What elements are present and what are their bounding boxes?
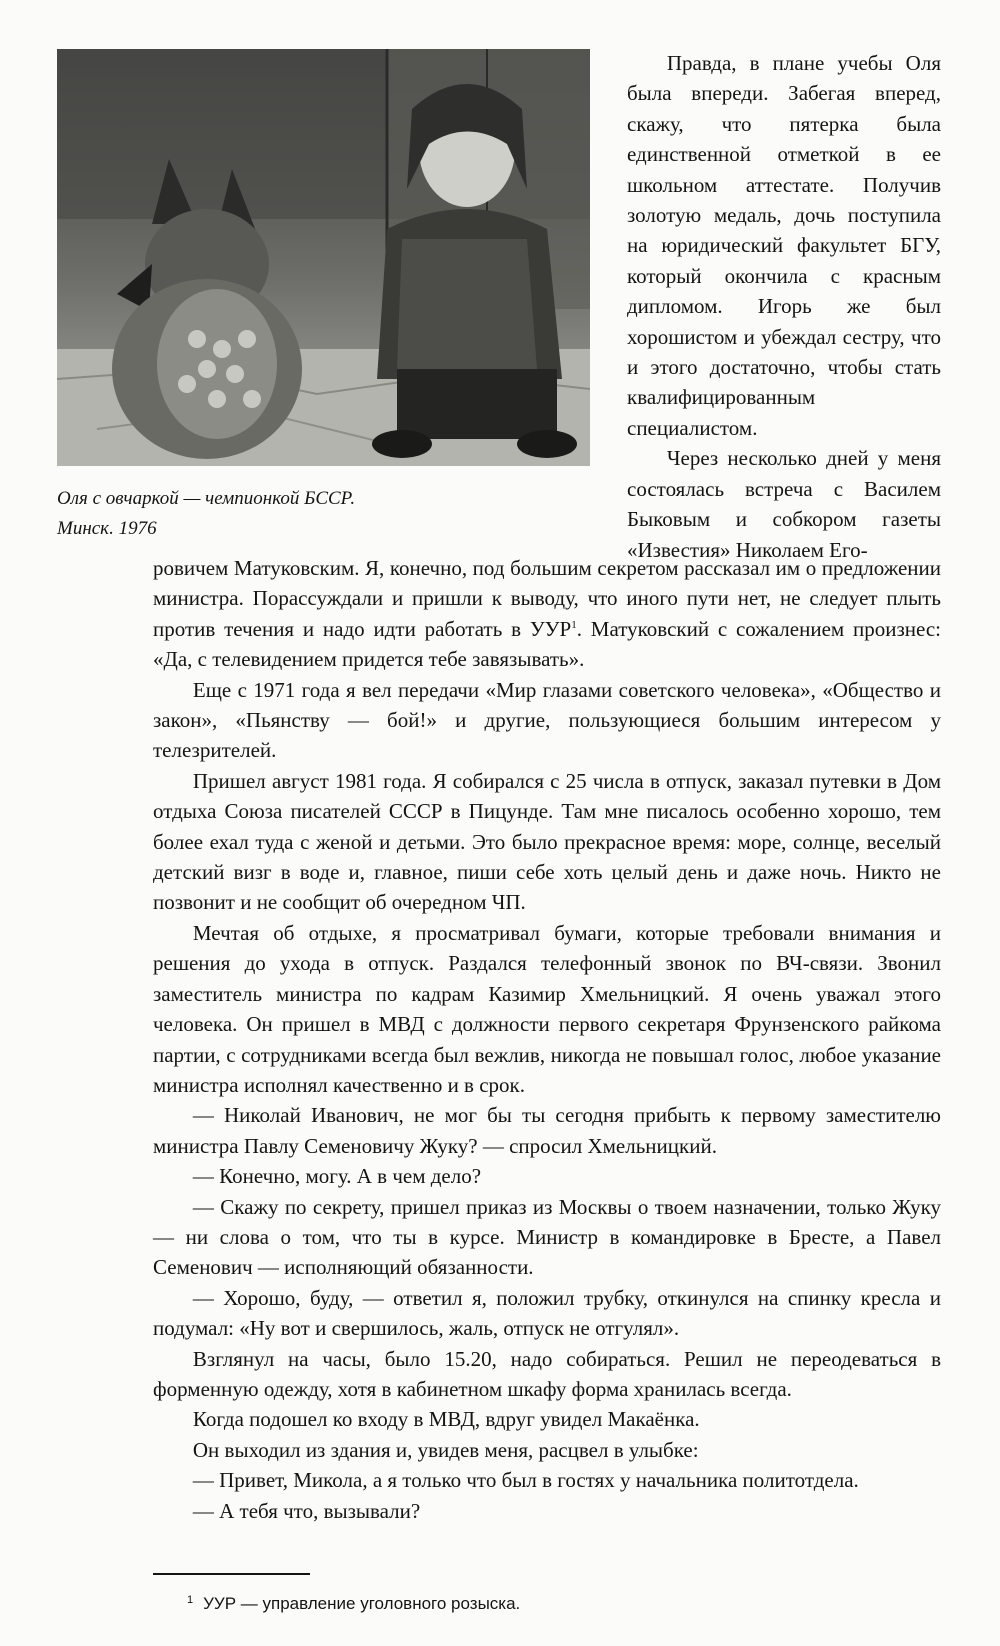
caption-line-1: Оля с овчаркой — чемпионкой БССР. [57, 488, 356, 509]
paragraph: Он выходил из здания и, увидев меня, расцвел в улыбке: [192, 1437, 699, 1462]
footnote-reference: 1 [571, 618, 577, 631]
text-span: . Матуковский с сожалением произнес: «Да, с телевидением придется тебе завязывать». [153, 616, 941, 672]
dialogue-line: — Привет, Микола, а я только что был в гостях у начальника политотдела. [192, 1468, 859, 1493]
text-span: ровичем Матуковским. Я, конечно, под большим секретом рассказал им о предложении министра. Порассуждали и пришли к выводу, что иного пути нет, не следует плыть против течения и надо идти работать в УУР [153, 556, 941, 641]
dialogue-line: — Хорошо, буду, — ответил я, положил трубку, откинулся на спинку кресла и подумал: «Ну вот и свершилось, жаль, отпуск не отгулял». [153, 1285, 941, 1341]
dialogue-line: — Николай Иванович, не мог бы ты сегодня прибыть к первому заместителю министра Павлу Семеновичу Жуку? — спросил Хмельницкий. [153, 1103, 941, 1158]
footnote-rule [153, 1573, 310, 1575]
paragraph: Взглянул на часы, было 15.20, надо собираться. Решил не переодеваться в форменную одежду, хотя в кабинетном шкафу форма хранилась всегда. [153, 1346, 941, 1401]
paragraph: Мечтая об отдыхе, я просматривал бумаги, которые требовали внимания и решения до ухода в отпуск. Раздался телефонный звонок по ВЧ-связи. Звонил заместитель министра по кадрам Казимир Хмельницкий. Я очень уважал этого человека. Он пришел в МВД с должности первого секретаря Фрунзенского райкома партии, с сотрудниками всегда был вежлив, никогда не повышал голос, любое указание министра исполнял качественно и в срок. [153, 920, 941, 1097]
dialogue-line: — Скажу по секрету, пришел приказ из Москвы о твоем назначении, только Жуку — ни слова о том, что ты в курсе. Министр в командировке в Бресте, а Павел Семенович — исполняющий обязанности. [153, 1194, 941, 1280]
paragraph: Пришел август 1981 года. Я собирался с 25 числа в отпуск, заказал путевки в Дом отдыха Союза писателей СССР в Пицунде. Там мне писалось особенно хорошо, тем более ехал туда с женой и детьми. Это было прекрасное время: море, солнце, веселый детский визг в воде и, главное, пиши себе хоть целый день и даже ночь. Никто не позвонит и не сообщит об очередном ЧП. [153, 768, 941, 915]
footnote-text: УУР — управление уголовного розыска. [203, 1594, 521, 1613]
side-column-text [627, 48, 941, 565]
dialogue-line: — Конечно, могу. А в чем дело? [192, 1164, 482, 1189]
paragraph: Через несколько дней у меня состоялась встреча с Василем Быковым и собкором газеты «Известия» Николаем Его- [627, 446, 941, 562]
continued-paragraph [153, 553, 941, 675]
dialogue-line: — А тебя что, вызывали? [192, 1498, 421, 1523]
paragraph: Правда, в плане учебы Оля была впереди. Забегая вперед, скажу, что пятерка была единственной отметкой в ее школьном аттестате. Получив золотую медаль, дочь поступила на юридический факультет БГУ, который окончила с красным дипломом. Игорь же был хорошистом и убеждал сестру, что и этого достаточно, чтобы стать квалифицированным специалистом. [627, 51, 941, 440]
footnote [187, 1588, 941, 1616]
photo-caption [57, 484, 590, 544]
photo-dog-and-girl [57, 49, 590, 466]
footnote-mark: 1 [187, 1594, 194, 1606]
caption-line-2: Минск. 1976 [57, 518, 157, 539]
photo-image [57, 49, 590, 466]
main-text [153, 553, 941, 1526]
paragraph: Еще с 1971 года я вел передачи «Мир глазами советского человека», «Общество и закон», «Пьянству — бой!» и другие, пользующиеся большим интересом у телезрителей. [153, 677, 941, 763]
paragraph: Когда подошел ко входу в МВД, вдруг увидел Макаёнка. [192, 1407, 700, 1432]
